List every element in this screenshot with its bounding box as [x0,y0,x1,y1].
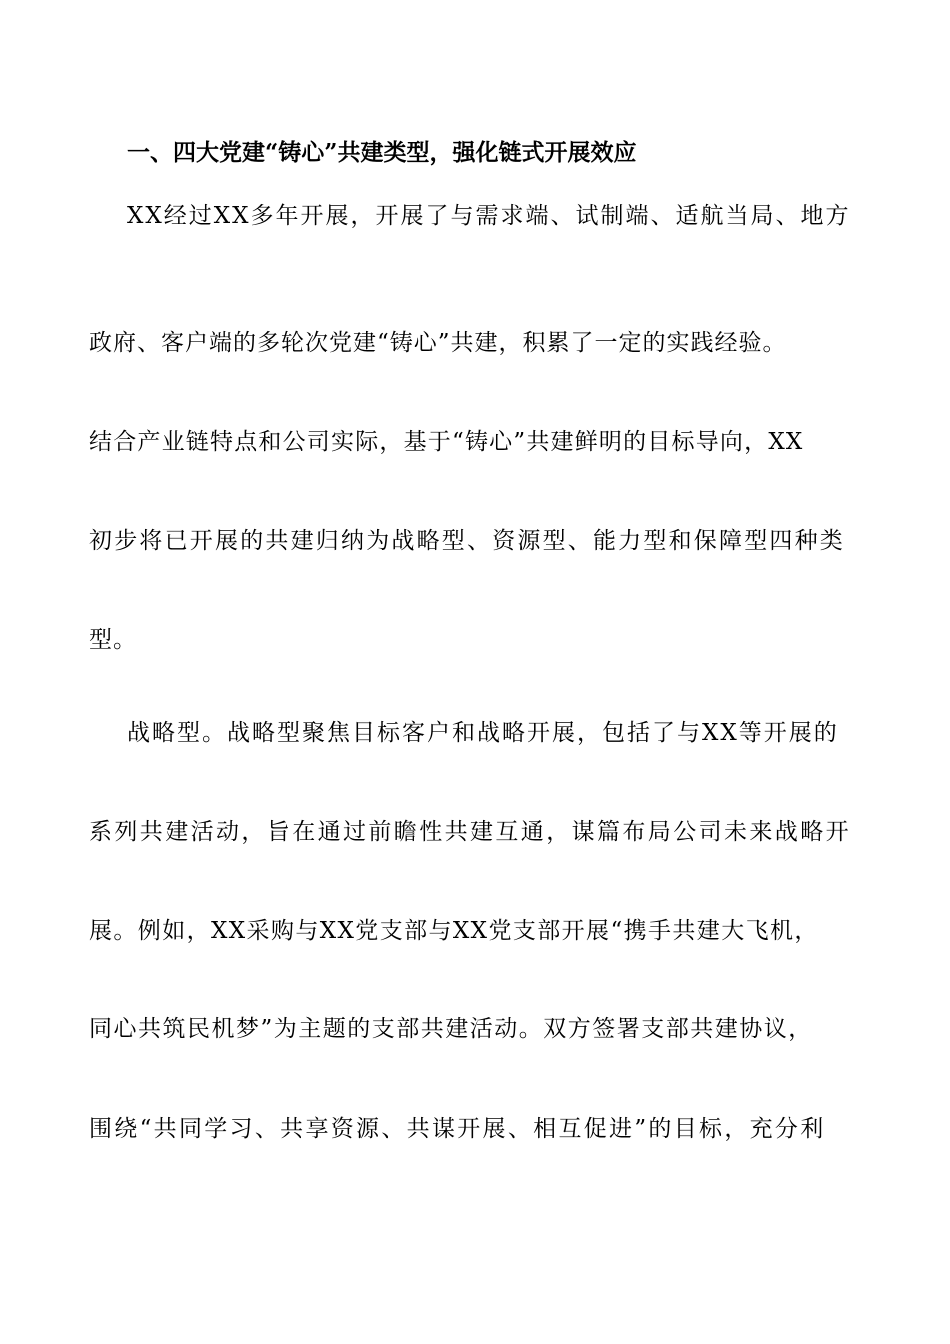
paragraph-line: 政府、客户端的多轮次党建“铸心”共建，积累了一定的实践经验。 [89,330,787,356]
paragraph-line: 初步将已开展的共建归纳为战略型、资源型、能力型和保障型四种类 [89,528,845,554]
section-heading: 一、四大党建“铸心”共建类型，强化链式开展效应 [127,139,637,166]
paragraph-line: 同心共筑民机梦”为主题的支部共建活动。双方签署支部共建协议， [89,1016,813,1042]
paragraph-line: 系列共建活动，旨在通过前瞻性共建互通，谋篇布局公司未来战略开 [89,819,851,845]
paragraph-line: 战略型。战略型聚焦目标客户和战略开展，包括了与XX等开展的 [127,720,839,746]
paragraph-line: 围绕“共同学习、共享资源、共谋开展、相互促进”的目标，充分利 [89,1116,826,1142]
paragraph-line: 展。例如，XX采购与XX党支部与XX党支部开展“携手共建大飞机， [89,918,819,944]
paragraph-line: XX经过XX多年开展，开展了与需求端、试制端、适航当局、地方 [127,203,851,229]
paragraph-line: 结合产业链特点和公司实际，基于“铸心”共建鲜明的目标导向，XX [89,429,804,455]
paragraph-line: 型。 [89,627,137,653]
